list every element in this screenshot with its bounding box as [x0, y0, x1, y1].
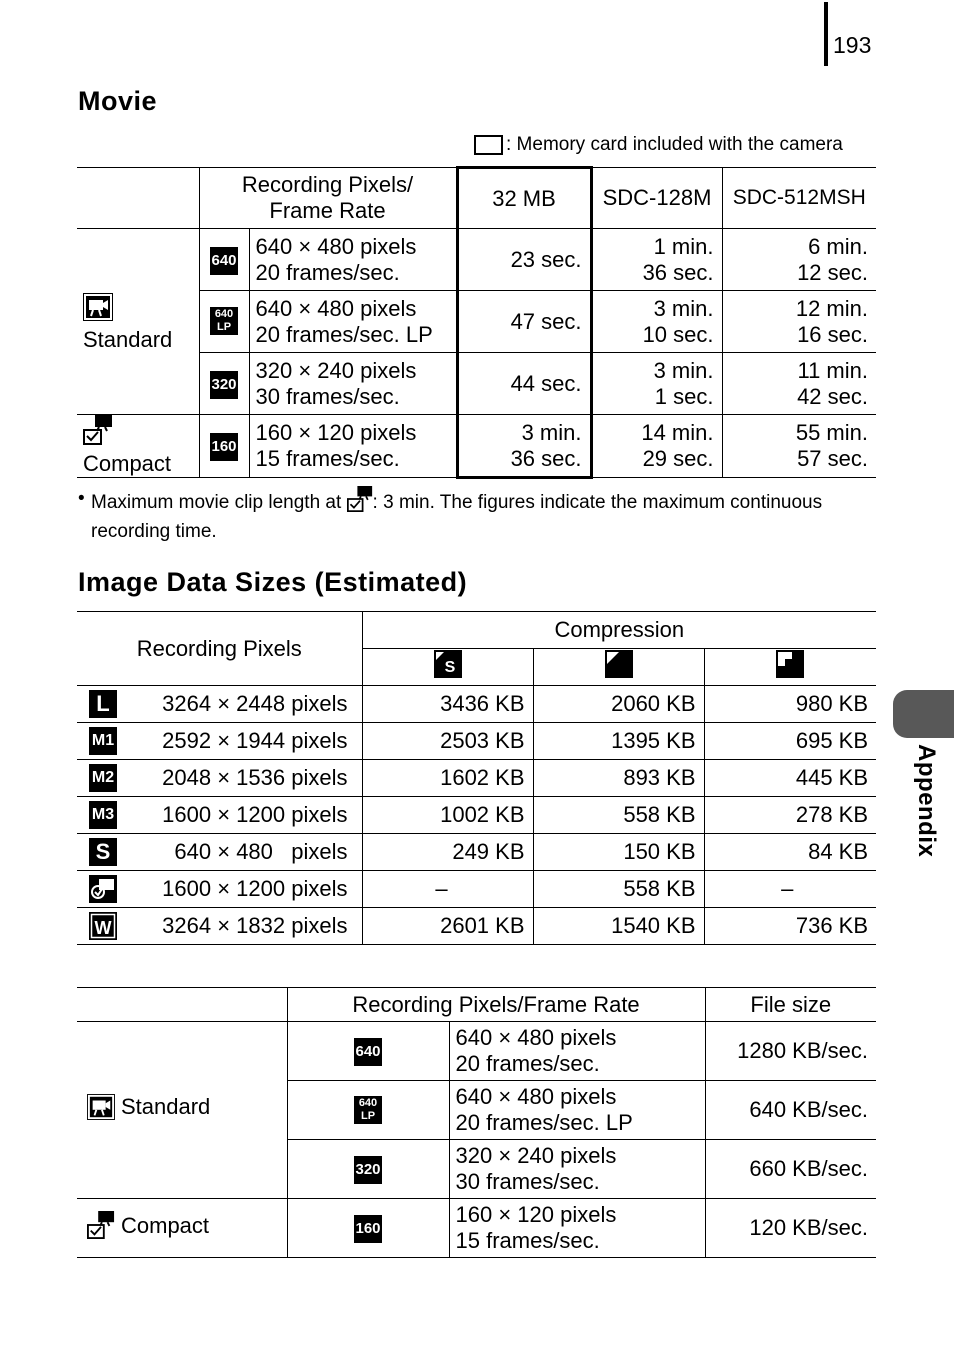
pixels-cell: 160 × 120 pixels 15 frames/sec. — [449, 1199, 705, 1258]
icon-cell — [287, 1022, 449, 1081]
icon-cell — [199, 415, 249, 478]
file-size-header: File size — [705, 988, 876, 1022]
sdc-128m-cell: 14 min. 29 sec. — [591, 415, 722, 478]
640-icon: 640 — [354, 1038, 382, 1066]
32mb-header: 32 MB — [457, 168, 591, 229]
table-row — [77, 723, 876, 760]
table-header-row — [77, 988, 876, 1022]
normal-cell: 980 KB — [704, 686, 876, 723]
table-row — [77, 1199, 876, 1258]
page-bar — [824, 2, 828, 66]
160-icon: 160 — [354, 1215, 382, 1243]
appendix-tab-label: Appendix — [913, 744, 940, 858]
table-header-row — [77, 168, 876, 229]
icon-cell — [199, 229, 249, 291]
image-size-table — [77, 611, 876, 945]
empty-header-cell — [77, 168, 199, 229]
pixels-text: 1600 × 1200 pixels — [162, 876, 348, 901]
32mb-cell: 44 sec. — [457, 353, 591, 415]
icon-cell — [199, 291, 249, 353]
sdc-128m-header: SDC-128M — [591, 168, 722, 229]
640-lp-icon: 640 LP — [210, 307, 238, 335]
note-bullet: • — [78, 488, 85, 509]
pixels-cell: 320 × 240 pixels 30 frames/sec. — [249, 353, 457, 415]
fine-cell: 150 KB — [533, 834, 704, 871]
pixels-cell — [77, 871, 362, 908]
sdc-512msh-header: SDC-512MSH — [722, 168, 876, 229]
pixels-cell: 640 × 480 pixels 20 frames/sec. LP — [249, 291, 457, 353]
postcard-icon — [89, 875, 117, 909]
table-row — [77, 229, 876, 291]
160-icon: 160 — [210, 433, 238, 461]
table-row — [77, 686, 876, 723]
compact-label: Compact — [121, 1213, 210, 1238]
pixels-cell — [77, 834, 362, 871]
normal-cell: – — [704, 871, 876, 908]
file-size-cell: 1280 KB/sec. — [705, 1022, 876, 1081]
compact-label: Compact — [83, 451, 172, 476]
icon-cell — [287, 1081, 449, 1140]
small-size-icon: S — [89, 838, 117, 866]
normal-header — [704, 649, 876, 686]
pixels-cell — [77, 908, 362, 945]
superfine-cell: 2601 KB — [362, 908, 533, 945]
file-size-cell: 120 KB/sec. — [705, 1199, 876, 1258]
icon-cell — [287, 1140, 449, 1199]
widescreen-size-icon — [89, 912, 117, 946]
normal-icon — [776, 650, 804, 678]
sdc-128m-cell: 3 min. 10 sec. — [591, 291, 722, 353]
fine-cell: 558 KB — [533, 871, 704, 908]
medium2-size-icon: M2 — [89, 764, 117, 792]
normal-cell: 695 KB — [704, 723, 876, 760]
superfine-header — [362, 649, 533, 686]
compression-header: Compression — [362, 612, 876, 649]
table-header-row — [77, 612, 876, 649]
superfine-cell: 1002 KB — [362, 797, 533, 834]
pixels-text: 2048 × 1536 pixels — [162, 765, 348, 790]
sdc-128m-cell: 3 min. 1 sec. — [591, 353, 722, 415]
medium1-size-icon: M1 — [89, 727, 117, 755]
sdc-512msh-cell: 12 min. 16 sec. — [722, 291, 876, 353]
recording-pixels-header: Recording Pixels/ Frame Rate — [199, 168, 457, 229]
fine-cell: 893 KB — [533, 760, 704, 797]
pixels-cell: 640 × 480 pixels 20 frames/sec. LP — [449, 1081, 705, 1140]
table-row — [77, 760, 876, 797]
movie-heading: Movie — [78, 86, 158, 116]
fine-icon — [605, 650, 633, 678]
normal-cell: 445 KB — [704, 760, 876, 797]
pixels-cell — [77, 686, 362, 723]
fine-header — [533, 649, 704, 686]
320-icon: 320 — [354, 1156, 382, 1184]
640-lp-icon: 640 LP — [354, 1096, 382, 1124]
compact-movie-icon — [83, 415, 193, 451]
32mb-cell: 3 min. 36 sec. — [457, 415, 591, 478]
movie-table — [77, 166, 876, 479]
movie-note — [78, 486, 868, 544]
compact-movie-icon — [347, 486, 373, 519]
sdc-128m-cell: 1 min. 36 sec. — [591, 229, 722, 291]
icon-cell — [199, 353, 249, 415]
normal-cell: 736 KB — [704, 908, 876, 945]
file-size-cell: 640 KB/sec. — [705, 1081, 876, 1140]
pixels-text: 3264 × 1832 pixels — [162, 913, 348, 938]
fine-cell: 2060 KB — [533, 686, 704, 723]
pixels-text: 640 × 480 pixels — [174, 839, 348, 864]
fine-cell: 1540 KB — [533, 908, 704, 945]
pixels-text: 1600 × 1200 pixels — [162, 802, 348, 827]
superfine-icon — [434, 650, 462, 678]
standard-movie-icon — [87, 1094, 115, 1126]
recording-pixels-header: Recording Pixels — [77, 612, 362, 686]
sdc-512msh-cell: 11 min. 42 sec. — [722, 353, 876, 415]
fine-cell: 558 KB — [533, 797, 704, 834]
file-size-cell: 660 KB/sec. — [705, 1140, 876, 1199]
pixels-text: 3264 × 2448 pixels — [162, 691, 348, 716]
svg-text:S: S — [444, 659, 455, 676]
640-icon: 640 — [210, 247, 238, 275]
empty-header-cell — [77, 988, 287, 1022]
superfine-cell: 249 KB — [362, 834, 533, 871]
superfine-cell: 1602 KB — [362, 760, 533, 797]
note-text-before: Maximum movie clip length at — [91, 492, 347, 513]
memory-card-legend — [474, 134, 843, 156]
pixels-cell — [77, 797, 362, 834]
svg-text:W: W — [94, 918, 112, 938]
memory-card-box-icon — [474, 135, 503, 155]
32mb-cell: 47 sec. — [457, 291, 591, 353]
fine-cell: 1395 KB — [533, 723, 704, 760]
normal-cell: 278 KB — [704, 797, 876, 834]
compact-mode-cell — [77, 1199, 287, 1258]
standard-label: Standard — [83, 326, 173, 352]
recording-pixels-header: Recording Pixels/Frame Rate — [287, 988, 705, 1022]
32mb-cell: 23 sec. — [457, 229, 591, 291]
pixels-text: 2592 × 1944 pixels — [162, 728, 348, 753]
standard-label: Standard — [121, 1094, 211, 1119]
sdc-512msh-cell: 55 min. 57 sec. — [722, 415, 876, 478]
pixels-cell: 640 × 480 pixels 20 frames/sec. — [249, 229, 457, 291]
standard-movie-icon — [83, 293, 193, 327]
pixels-cell: 640 × 480 pixels 20 frames/sec. — [449, 1022, 705, 1081]
superfine-cell: – — [362, 871, 533, 908]
large-size-icon: L — [89, 690, 117, 718]
table-row — [77, 871, 876, 908]
note-text-after: : 3 min. The figures indicate the maximum continuous recording time. — [91, 492, 823, 542]
standard-mode-cell — [77, 229, 199, 415]
table-row — [77, 834, 876, 871]
image-data-heading: Image Data Sizes (Estimated) — [78, 567, 468, 597]
pixels-cell: 160 × 120 pixels 15 frames/sec. — [249, 415, 457, 478]
icon-cell — [287, 1199, 449, 1258]
appendix-tab[interactable] — [893, 690, 954, 738]
compact-movie-icon — [87, 1211, 115, 1245]
pixels-cell: 320 × 240 pixels 30 frames/sec. — [449, 1140, 705, 1199]
movie-file-size-table — [77, 987, 876, 1258]
compact-mode-cell — [77, 415, 199, 478]
table-row — [77, 415, 876, 478]
medium3-size-icon: M3 — [89, 801, 117, 829]
table-row — [77, 797, 876, 834]
superfine-cell: 3436 KB — [362, 686, 533, 723]
sdc-512msh-cell: 6 min. 12 sec. — [722, 229, 876, 291]
320-icon: 320 — [210, 371, 238, 399]
normal-cell: 84 KB — [704, 834, 876, 871]
pixels-cell — [77, 723, 362, 760]
memory-card-legend-text: : Memory card included with the camera — [506, 134, 843, 155]
superfine-cell: 2503 KB — [362, 723, 533, 760]
standard-mode-cell — [77, 1022, 287, 1199]
table-row — [77, 1022, 876, 1081]
table-row — [77, 908, 876, 945]
pixels-cell — [77, 760, 362, 797]
page-number: 193 — [833, 32, 872, 58]
